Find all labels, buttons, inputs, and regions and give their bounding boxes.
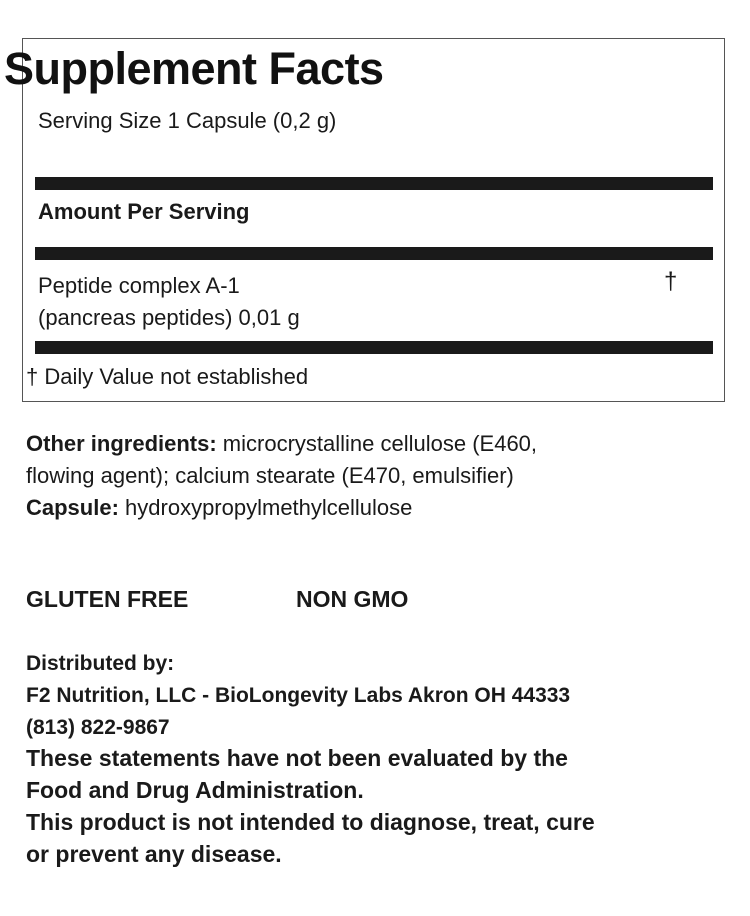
daily-value-dagger: †: [664, 268, 678, 295]
ingredient-name: Peptide complex A-1: [38, 273, 240, 298]
other-ingredients-label: Other ingredients:: [26, 431, 217, 456]
non-gmo-badge: NON GMO: [296, 586, 409, 612]
disclaimer-line: Food and Drug Administration.: [26, 777, 364, 803]
distributed-by-label: Distributed by:: [26, 652, 175, 675]
serving-size: Serving Size 1 Capsule (0,2 g): [38, 108, 337, 133]
gluten-free-badge: GLUTEN FREE: [26, 586, 189, 612]
distributor-company: F2 Nutrition, LLC - BioLongevity Labs Akron OH 44333: [26, 684, 571, 707]
fda-disclaimer: [26, 742, 595, 870]
amount-per-serving-heading: Amount Per Serving: [38, 199, 250, 224]
ingredient-row: [38, 270, 300, 334]
disclaimer-line: or prevent any disease.: [26, 841, 282, 867]
distributor-phone: (813) 822-9867: [26, 716, 170, 739]
capsule-text: hydroxypropylmethylcellulose: [118, 495, 413, 520]
capsule-line: [26, 492, 726, 524]
capsule-label: Capsule:: [26, 495, 119, 520]
ingredient-amount: (pancreas peptides) 0,01 g: [38, 305, 300, 330]
other-ingredients-text-continued: flowing agent); calcium stearate (E470, emulsifier): [26, 463, 514, 488]
supplement-facts-title: Supplement Facts: [4, 43, 384, 94]
facts-divider-bar: [35, 247, 713, 260]
disclaimer-line: This product is not intended to diagnose, treat, cure: [26, 809, 595, 835]
disclaimer-line: These statements have not been evaluated by the: [26, 745, 568, 771]
facts-divider-bar: [35, 177, 713, 190]
other-ingredients-line: [26, 428, 726, 460]
other-ingredients-block: [26, 428, 726, 524]
daily-value-footnote: † Daily Value not established: [26, 364, 309, 389]
distributor-block: [26, 648, 570, 744]
facts-divider-bar: [35, 341, 713, 354]
other-ingredients-text: microcrystalline cellulose (E460,: [216, 431, 538, 456]
